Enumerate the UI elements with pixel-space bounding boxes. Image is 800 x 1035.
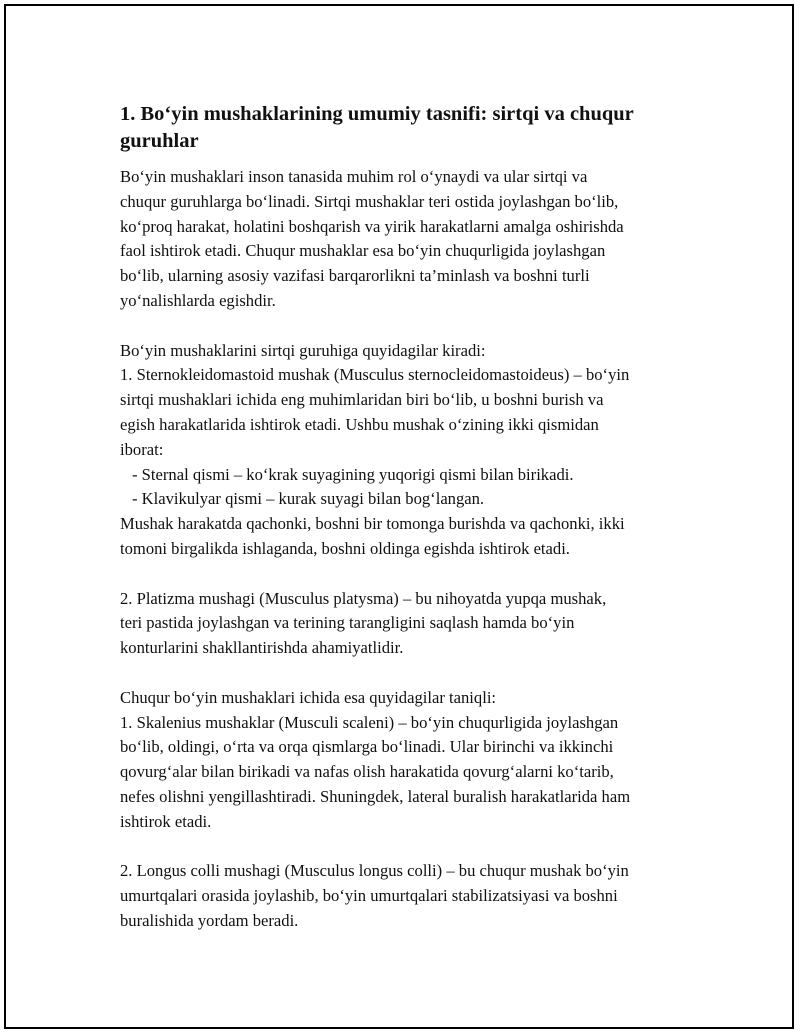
text-line: ko‘proq harakat, holatini boshqarish va yirik harakatlarni amalga oshirishda <box>120 216 624 236</box>
page-frame <box>4 4 794 1029</box>
list-item-line: - Sternal qismi – ko‘krak suyagining yuqorigi qismi bilan birikadi. <box>132 464 574 484</box>
text-line: umurtqalari orasida joylashib, bo‘yin umurtqalari stabilizatsiyasi va boshni <box>120 886 618 906</box>
text-line: Bo‘yin mushaklari inson tanasida muhim rol o‘ynaydi va ular sirtqi va <box>120 167 588 186</box>
text-line: sirtqi mushaklari ichida eng muhimlaridan biri bo‘lib, u boshni burish va <box>120 390 604 410</box>
document-content <box>120 101 700 934</box>
text-line: tomoni birgalikda ishlaganda, boshni oldinga egishda ishtirok etadi. <box>120 538 570 558</box>
paragraph-longus-colli <box>120 859 700 933</box>
document-title <box>120 101 700 155</box>
text-line: Chuqur bo‘yin mushaklari ichida esa quyidagilar taniqli: <box>120 687 497 707</box>
text-line: faol ishtirok etadi. Chuqur mushaklar esa bo‘yin chuqurligida joylashgan <box>120 241 606 261</box>
text-line: chuqur guruhlarga bo‘linadi. Sirtqi mushaklar teri ostida joylashgan bo‘lib, <box>120 191 619 211</box>
text-line: Bo‘yin mushaklarini sirtqi guruhiga quyidagilar kiradi: <box>120 340 486 360</box>
text-line: 2. Longus colli mushagi (Musculus longus colli) – bu chuqur mushak bo‘yin <box>120 861 629 881</box>
paragraph-platysma <box>120 587 700 661</box>
title-line: 1. Bo‘yin mushaklarining umumiy tasnifi: sirtqi va chuqur <box>120 103 634 125</box>
paragraph-intro <box>120 165 700 314</box>
text-line: bo‘lib, ularning asosiy vazifasi barqarorlikni ta’minlash va boshni turli <box>120 266 590 286</box>
text-line: iborat: <box>120 439 164 459</box>
text-line: ishtirok etadi. <box>120 811 212 831</box>
text-line: qovurg‘alar bilan birikadi va nafas olish harakatida qovurg‘alarni ko‘tarib, <box>120 762 614 782</box>
text-line: bo‘lib, oldingi, o‘rta va orqa qismlarga bo‘linadi. Ular birinchi va ikkinchi <box>120 737 614 757</box>
text-line: Mushak harakatda qachonki, boshni bir tomonga burishda va qachonki, ikki <box>120 514 625 534</box>
paragraph-superficial-group <box>120 339 700 562</box>
text-line: egish harakatlarida ishtirok etadi. Ushbu mushak o‘zining ikki qismidan <box>120 414 599 434</box>
text-line: konturlarini shakllantirishda ahamiyatlidir. <box>120 638 404 658</box>
text-line: nefes olishni yengillashtiradi. Shuningdek, lateral buralish harakatlarida ham <box>120 786 631 806</box>
document-body <box>120 165 700 934</box>
text-line: buralishida yordam beradi. <box>120 910 299 930</box>
text-line: teri pastida joylashgan va terining tarangligini saqlash hamda bo‘yin <box>120 613 575 633</box>
list-item-line: - Klavikulyar qismi – kurak suyagi bilan bog‘langan. <box>132 489 485 509</box>
text-line: 2. Platizma mushagi (Musculus platysma) – bu nihoyatda yupqa mushak, <box>120 588 607 608</box>
text-line: yo‘nalishlarda egishdir. <box>120 290 276 310</box>
text-line: 1. Sternokleidomastoid mushak (Musculus sternocleidomastoideus) – bo‘yin <box>120 365 630 385</box>
title-line: guruhlar <box>120 130 199 152</box>
text-line: 1. Skalenius mushaklar (Musculi scaleni) – bo‘yin chuqurligida joylashgan <box>120 712 619 732</box>
paragraph-deep-group <box>120 686 700 835</box>
